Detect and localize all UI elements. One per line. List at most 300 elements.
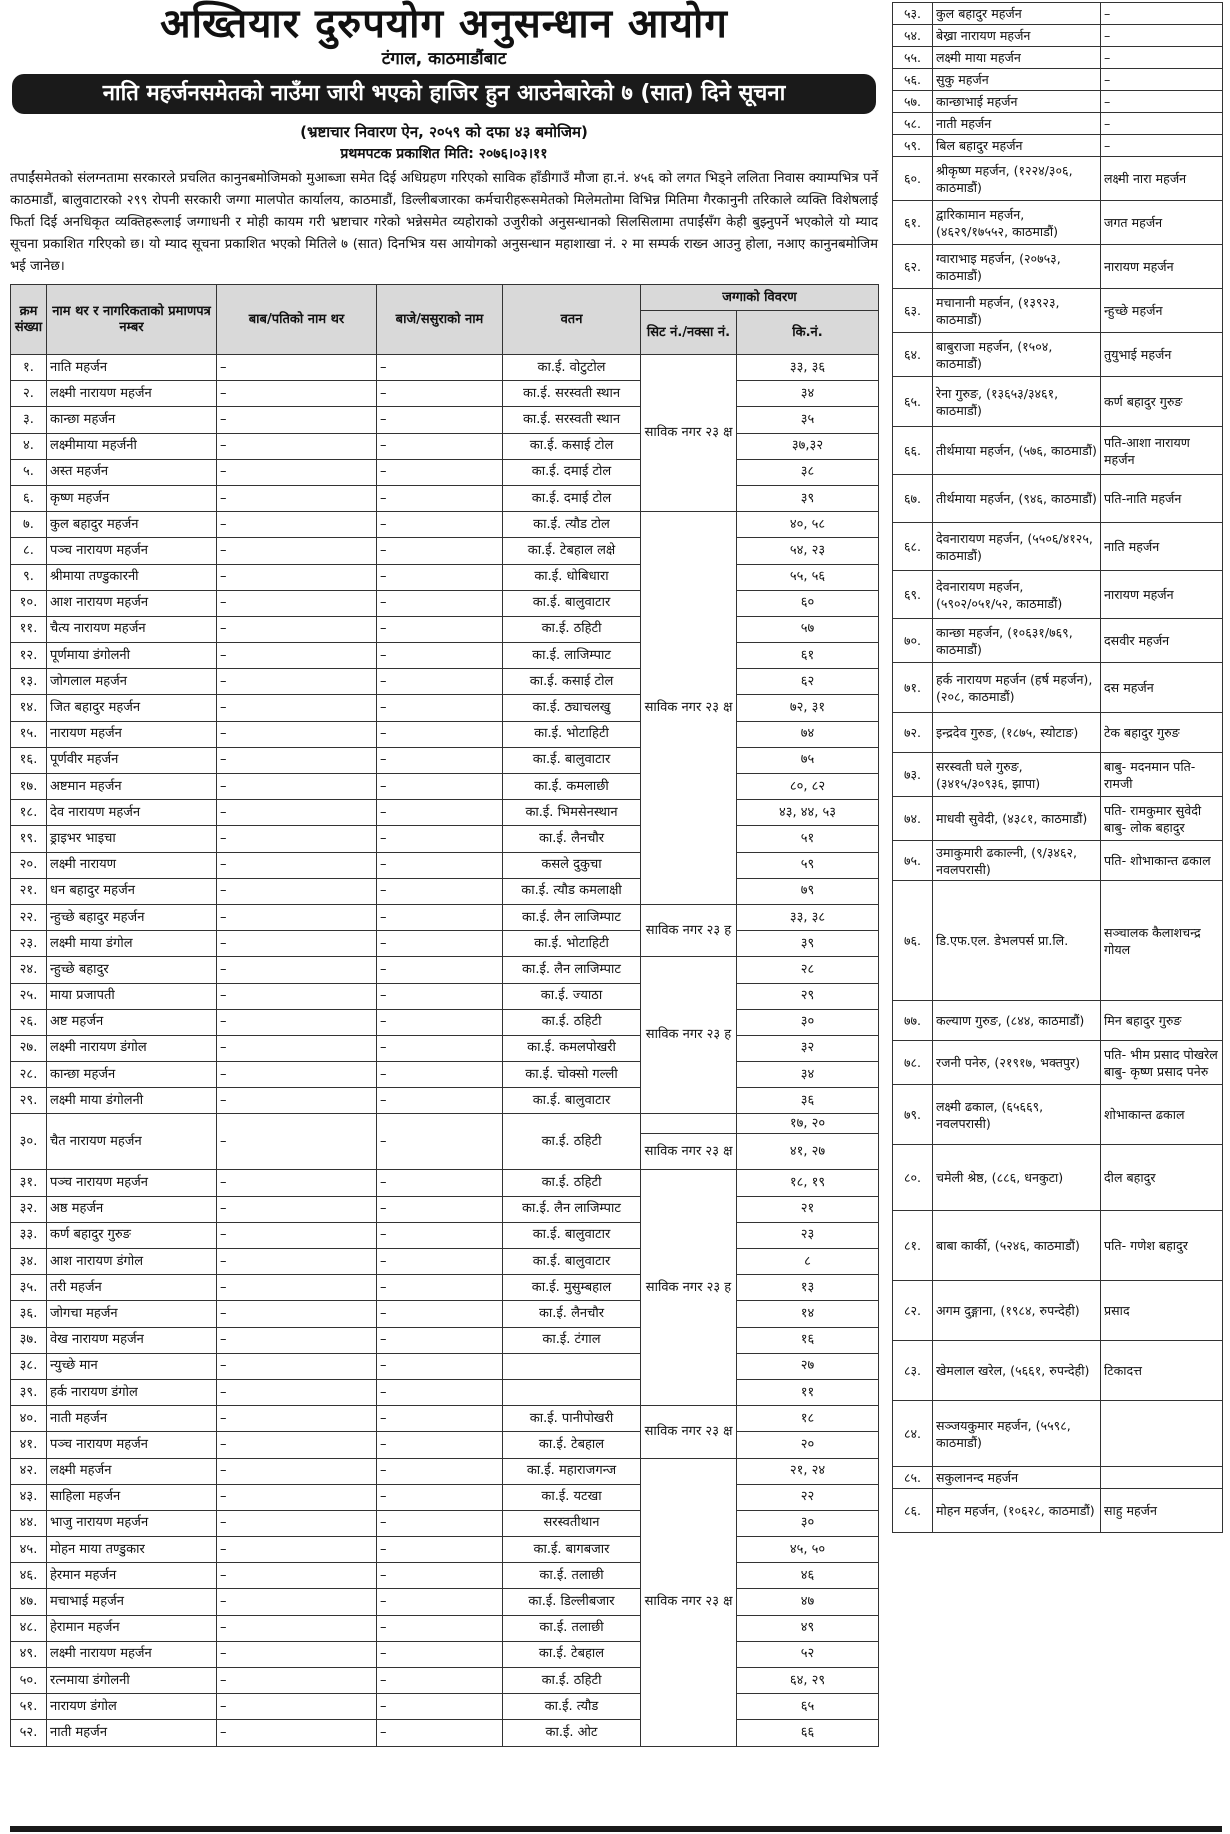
row-address: का.ई. दमाई टोल [503,459,641,485]
row-sn: ३२. [11,1196,47,1222]
row-father: – [217,747,377,773]
side-row-sn: ८१. [893,1211,933,1281]
row-grandfather: – [377,1694,503,1720]
row-name: भाजु नारायण महर्जन [47,1510,217,1536]
row-father: – [217,1170,377,1196]
row-address: का.ई. सरस्वती स्थान [503,407,641,433]
row-sn: ४०. [11,1406,47,1432]
row-kitta: २० [737,1432,879,1458]
row-name: माया प्रजापती [47,983,217,1009]
row-name: कान्छा महर्जन [47,1062,217,1088]
row-father: – [217,643,377,669]
row-father: – [217,1537,377,1563]
row-name: नाती महर्जन [47,1720,217,1746]
row-sn: २८. [11,1062,47,1088]
table-row [11,1432,879,1458]
side-row-father: पति-आशा नारायण महर्जन [1101,427,1223,475]
row-grandfather: – [377,1615,503,1641]
row-sn: ५०. [11,1668,47,1694]
row-address: का.ई. लैनचौर [503,1301,641,1327]
side-row-sn: ५३. [893,3,933,25]
row-name: देव नारायण महर्जन [47,800,217,826]
row-kitta: ५५, ५६ [737,564,879,590]
table-row [11,774,879,800]
right-column [892,2,1222,1533]
row-grandfather: – [377,1484,503,1510]
side-row-name: बिल बहादुर महर्जन [933,135,1101,157]
row-name: जोगलाल महर्जन [47,669,217,695]
row-grandfather: – [377,1432,503,1458]
header-name: नाम थर र नागरिकताको प्रमाणपत्र नम्बर [47,285,217,355]
row-grandfather: – [377,1301,503,1327]
row-kitta: १६ [737,1327,879,1353]
row-father: – [217,1668,377,1694]
row-address: का.ई. भिमसेनस्थान [503,800,641,826]
side-row-sn: ६३. [893,289,933,333]
table-row [11,643,879,669]
table-row [11,721,879,747]
side-row-father: टिकादत्त [1101,1341,1223,1401]
table-row [11,538,879,564]
row-address: का.ई. तलाछी [503,1615,641,1641]
bottom-rule [10,1826,1222,1832]
row-father: – [217,512,377,538]
row-address: का.ई. लाजिम्पाट [503,643,641,669]
row-name: कृष्ण महर्जन [47,485,217,511]
row-sheet: साविक नगर २३ क्ष [641,355,737,512]
row-name: पूर्णमाया डंगोलनी [47,643,217,669]
row-address: का.ई. टेबहाल [503,1432,641,1458]
row-grandfather: – [377,1379,503,1405]
law-reference: (भ्रष्टाचार निवारण ऐन, २०५९ को दफा ४३ बमोजिम) [300,123,588,141]
row-kitta: ५१ [737,826,879,852]
notice-paragraph: तपाईंसमेतको संलग्नतामा सरकारले प्रचलित कानुनबमोजिमको मुआब्जा समेत दिई अधिग्रहण गरिएको साविक हाँडीगाउँ मौजा हा.नं. ४५६ को लगत भिड्ने ललिता निवास क्याम्पभित्र पर्ने काठमाडौं, बालुवाटारको २९९ रोपनी सरकारी जग्गा मालपोत कार्यालय, काठमाडौं, डिल्लीबजारका कर्मचारीहरूसमेतको मिलेमतोमा विभिन्न मितिमा गैरकानुनी तरिकाले व्यक्ति विशेषलाई फिर्ता दिई अनधिकृत व्यक्तिहरूलाई जग्गाधनी र मोही कायम गरी भ्रष्टाचार गरेको भन्नेसमेत व्यहोराको उजुरीको अनुसन्धानको सिलसिलामा तपाईंसँग केही बुझ्नुपर्ने भएकोले यो म्याद सूचना प्रकाशित गरिएको छ। यो म्याद सूचना प्रकाशित भएको मितिले ७ (सात) दिनभित्र यस आयोगको अनुसन्धान महाशाखा नं. २ मा सम्पर्क राख्न आउनु होला, नआए कानुनबमोजिम भई जानेछ। [10,171,878,274]
row-sn: ५. [11,459,47,485]
row-name: न्हुच्छे बहादुर [47,957,217,983]
row-father: – [217,407,377,433]
side-row [893,1085,1223,1145]
row-address: का.ई. धोबिधारा [503,564,641,590]
row-sn: ९. [11,564,47,590]
side-row-sn: ८३. [893,1341,933,1401]
side-row-sn: ५८. [893,113,933,135]
side-row [893,69,1223,91]
side-row-father: कर्ण बहादुर गुरुङ [1101,377,1223,427]
row-name: वेख नारायण महर्जन [47,1327,217,1353]
row-address: का.ई. बागबजार [503,1537,641,1563]
row-kitta: ३७,३२ [737,433,879,459]
row-father: – [217,538,377,564]
row-name: अस्त महर्जन [47,459,217,485]
side-row-father: पति- रामकुमार सुवेदी बाबु- लोक बहादुर [1101,797,1223,841]
row-sheet: साविक नगर २३ ह [641,957,737,1114]
table-row [11,512,879,538]
row-sn: ५२. [11,1720,47,1746]
side-row-name: रजनी पनेरु, (२१९१७, भक्तपुर) [933,1041,1101,1085]
row-sn: ४७. [11,1589,47,1615]
row-address: का.ई. भोटाहिटी [503,931,641,957]
page-title: अख्तियार दुरुपयोग अनुसन्धान आयोग [160,0,728,47]
row-grandfather: – [377,878,503,904]
left-column [10,0,878,1747]
table-row [11,1275,879,1301]
row-grandfather: – [377,1589,503,1615]
row-father: – [217,1196,377,1222]
row-father: – [217,1327,377,1353]
row-kitta: ४७ [737,1589,879,1615]
row-kitta: ६२ [737,669,879,695]
side-row [893,1041,1223,1085]
side-row-father: टेक बहादुर गुरुङ [1101,713,1223,753]
side-row [893,663,1223,713]
side-row-name: रेना गुरुङ, (१३६५३/३४६१, काठमाडौं) [933,377,1101,427]
row-name: नारायण महर्जन [47,721,217,747]
row-sn: ४. [11,433,47,459]
row-address: का.ई. पानीपोखरी [503,1406,641,1432]
row-grandfather: – [377,1170,503,1196]
row-sn: १६. [11,747,47,773]
row-name: हर्क नारायण डंगोल [47,1379,217,1405]
row-sn: १७. [11,774,47,800]
side-row [893,1145,1223,1211]
side-row-father: जगत महर्जन [1101,201,1223,245]
row-address: का.ई. लैन लाजिम्पाट [503,1196,641,1222]
row-sn: १३. [11,669,47,695]
table-row [11,1353,879,1379]
row-kitta: ७९ [737,878,879,904]
side-row-name: ग्वाराभाइ महर्जन, (२०७५३, काठमाडौं) [933,245,1101,289]
side-row-name: चमेली श्रेष्ठ, (८८६, धनकुटा) [933,1145,1101,1211]
row-kitta: ८०, ८२ [737,774,879,800]
row-father: – [217,381,377,407]
main-table-body [11,355,879,1747]
row-sn: ८. [11,538,47,564]
row-kitta: ७४ [737,721,879,747]
row-father: – [217,852,377,878]
side-row-name: बेख्रा नारायण महर्जन [933,25,1101,47]
row-father: – [217,669,377,695]
side-row [893,881,1223,1001]
page-subtitle: टंगाल, काठमाडौंबाट [381,49,507,69]
row-sn: १८. [11,800,47,826]
side-row-father: – [1101,91,1223,113]
row-kitta: ३९ [737,485,879,511]
side-row-sn: ७७. [893,1001,933,1041]
row-kitta: ६६ [737,1720,879,1746]
side-row-father [1101,1467,1223,1489]
row-kitta: ७५ [737,747,879,773]
table-row [11,564,879,590]
side-row-father: लक्ष्मी नारा महर्जन [1101,157,1223,201]
table-row [11,747,879,773]
row-name: रत्नमाया डंगोलनी [47,1668,217,1694]
side-row [893,47,1223,69]
row-grandfather: – [377,774,503,800]
row-name: लक्ष्मीमाया महर्जनी [47,433,217,459]
header-sheet: सिट नं./नक्सा नं. [641,311,737,355]
table-row [11,1035,879,1061]
row-grandfather: – [377,1537,503,1563]
row-father: – [217,1720,377,1746]
row-sheet: साविक नगर २३ क्ष [641,1134,737,1170]
row-address: का.ई. ठ्याचलखु [503,695,641,721]
side-row-sn: ६४. [893,333,933,377]
side-row-name: डि.एफ.एल. डेभलपर्स प्रा.लि. [933,881,1101,1001]
row-name: मोहन माया तण्डुकार [47,1537,217,1563]
row-kitta: २२ [737,1484,879,1510]
side-row [893,201,1223,245]
row-kitta: ५२ [737,1641,879,1667]
row-sn: ३९. [11,1379,47,1405]
row-grandfather: – [377,1222,503,1248]
row-address: कसले दुकुचा [503,852,641,878]
row-address: का.ई. कमलाछी [503,774,641,800]
row-sn: ३३. [11,1222,47,1248]
side-row-name: कल्याण गुरुङ, (८४४, काठमाडौं) [933,1001,1101,1041]
row-father: – [217,459,377,485]
side-row-name: उमाकुमारी ढकाल्नी, (९/३४६२, नवलपरासी) [933,841,1101,881]
row-grandfather: – [377,800,503,826]
row-address: का.ई. लैन लाजिम्पाट [503,957,641,983]
row-address: का.ई. वोटुटोल [503,355,641,381]
side-row-sn: ८२. [893,1281,933,1341]
row-father: – [217,1009,377,1035]
row-kitta: ३६ [737,1088,879,1114]
row-kitta: २९ [737,983,879,1009]
row-kitta: २१ [737,1196,879,1222]
side-row-name: देवनारायण महर्जन, (५५०६/४१२५, काठमाडौं) [933,523,1101,571]
side-row [893,377,1223,427]
row-sn: १४. [11,695,47,721]
row-grandfather: – [377,957,503,983]
side-row-name: नाती महर्जन [933,113,1101,135]
row-sn: ४६. [11,1563,47,1589]
row-sheet: साविक नगर २३ क्ष [641,1406,737,1458]
side-row-father: नारायण महर्जन [1101,571,1223,619]
row-kitta: ६४, २९ [737,1668,879,1694]
side-row-name: तीर्थमाया महर्जन, (५७६, काठमाडौं) [933,427,1101,475]
side-row [893,475,1223,523]
side-row-name: कुल बहादुर महर्जन [933,3,1101,25]
row-father: – [217,878,377,904]
side-row-sn: ७५. [893,841,933,881]
side-row [893,1281,1223,1341]
row-kitta: ४६ [737,1563,879,1589]
row-name: जोगचा महर्जन [47,1301,217,1327]
row-grandfather: – [377,1327,503,1353]
side-row [893,1401,1223,1467]
table-row [11,1537,879,1563]
side-row-sn: ७९. [893,1085,933,1145]
row-address: का.ई. ठहिटी [503,1114,641,1170]
row-sn: ३७. [11,1327,47,1353]
row-name: चैत्य नारायण महर्जन [47,616,217,642]
side-row-father: पति- शोभाकान्त ढकाल [1101,841,1223,881]
row-father: – [217,1563,377,1589]
row-sn: ४५. [11,1537,47,1563]
row-sn: १९. [11,826,47,852]
row-kitta: ३० [737,1510,879,1536]
row-sn: ६. [11,485,47,511]
row-kitta: ३५ [737,407,879,433]
side-row-father: – [1101,135,1223,157]
side-row-father: सञ्चालक कैलाशचन्द्र गोयल [1101,881,1223,1001]
row-address: का.ई. सरस्वती स्थान [503,381,641,407]
row-sn: २. [11,381,47,407]
row-name: चैत नारायण महर्जन [47,1114,217,1170]
row-grandfather: – [377,669,503,695]
row-father: – [217,826,377,852]
side-row-name: कान्छाभाई महर्जन [933,91,1101,113]
table-row [11,1062,879,1088]
side-row [893,135,1223,157]
row-grandfather: – [377,1458,503,1484]
row-name: लक्ष्मी नारायण [47,852,217,878]
row-father: – [217,1458,377,1484]
row-grandfather: – [377,512,503,538]
row-address: का.ई. ओट [503,1720,641,1746]
row-sn: ३६. [11,1301,47,1327]
row-address: का.ई. त्यौड टोल [503,512,641,538]
table-row [11,1563,879,1589]
row-grandfather: – [377,721,503,747]
row-grandfather: – [377,983,503,1009]
side-row-father: दील बहादुर [1101,1145,1223,1211]
row-father: – [217,721,377,747]
row-grandfather: – [377,355,503,381]
row-kitta: ८ [737,1249,879,1275]
row-father: – [217,1510,377,1536]
side-row-name: मचानानी महर्जन, (१३९२३, काठमाडौं) [933,289,1101,333]
side-row [893,713,1223,753]
table-row [11,355,879,381]
notice-banner: नाति महर्जनसमेतको नाउँमा जारी भएको हाजिर हुन आउनेबारेको ७ (सात) दिने सूचना [12,74,876,114]
row-father: – [217,800,377,826]
row-address: का.ई. मुसुम्बहाल [503,1275,641,1301]
side-row [893,3,1223,25]
row-father: – [217,904,377,930]
side-row [893,25,1223,47]
side-row [893,753,1223,797]
row-father: – [217,931,377,957]
side-row [893,157,1223,201]
table-row [11,616,879,642]
table-row [11,459,879,485]
side-row [893,333,1223,377]
side-row-sn: ६०. [893,157,933,201]
header-father: बाब/पतिको नाम थर [217,285,377,355]
row-father: – [217,485,377,511]
row-address: का.ई. ठहिटी [503,616,641,642]
side-row-name: बाबा कार्की, (५२४६, काठमाडौं) [933,1211,1101,1281]
row-name: लक्ष्मी माया डंगोल [47,931,217,957]
row-father: – [217,433,377,459]
row-kitta: ३४ [737,381,879,407]
side-row-father: बाबु- मदनमान पति-रामजी [1101,753,1223,797]
row-kitta: १४ [737,1301,879,1327]
table-row [11,1170,879,1196]
row-address: का.ई. कमलपोखरी [503,1035,641,1061]
side-row [893,523,1223,571]
row-sn: ३५. [11,1275,47,1301]
row-sn: ३४. [11,1249,47,1275]
row-grandfather: – [377,1009,503,1035]
row-grandfather: – [377,904,503,930]
side-row-father: न्हुच्छे महर्जन [1101,289,1223,333]
side-row-name: माधवी सुवेदी, (४३८१, काठमाडौं) [933,797,1101,841]
row-address: का.ई. लैन लाजिम्पाट [503,904,641,930]
table-row [11,1379,879,1405]
side-row-name: मोहन महर्जन, (१०६२८, काठमाडौं) [933,1489,1101,1533]
table-row [11,878,879,904]
table-row [11,1720,879,1746]
side-row-sn: ५५. [893,47,933,69]
row-address: का.ई. टेबहाल लक्षे [503,538,641,564]
side-row-sn: ७२. [893,713,933,753]
row-father: – [217,1088,377,1114]
row-name: धन बहादुर महर्जन [47,878,217,904]
row-name: लक्ष्मी नारायण महर्जन [47,1641,217,1667]
row-grandfather: – [377,485,503,511]
row-address: का.ई. त्यौड [503,1694,641,1720]
row-kitta: ५४, २३ [737,538,879,564]
row-kitta: ६५ [737,1694,879,1720]
side-row-sn: ७८. [893,1041,933,1085]
side-row-father: – [1101,3,1223,25]
row-sn: ४४. [11,1510,47,1536]
side-row-sn: ८०. [893,1145,933,1211]
table-row [11,800,879,826]
row-grandfather: – [377,1249,503,1275]
side-row-name: सकुलानन्द महर्जन [933,1467,1101,1489]
row-sn: २७. [11,1035,47,1061]
row-father: – [217,616,377,642]
table-row [11,1088,879,1114]
table-row [11,957,879,983]
row-sheet: साविक नगर २३ क्ष [641,1458,737,1746]
row-address: का.ई. चोक्सो गल्ली [503,1062,641,1088]
side-row-name: सुकु महर्जन [933,69,1101,91]
side-row-name: कान्छा महर्जन, (१०६३१/७६९, काठमाडौं) [933,619,1101,663]
row-kitta: २७ [737,1353,879,1379]
side-row-sn: ५४. [893,25,933,47]
side-row-father: दसवीर महर्जन [1101,619,1223,663]
row-grandfather: – [377,407,503,433]
row-kitta: ३४ [737,1062,879,1088]
row-sheet: साविक नगर २३ ह [641,1170,737,1406]
side-row [893,1211,1223,1281]
side-row [893,571,1223,619]
row-grandfather: – [377,433,503,459]
row-sn: ३. [11,407,47,433]
row-kitta: ६० [737,590,879,616]
row-name: नारायण डंगोल [47,1694,217,1720]
table-row [11,1484,879,1510]
table-row [11,826,879,852]
row-father: – [217,1694,377,1720]
row-address: का.ई. कसाई टोल [503,433,641,459]
row-father: – [217,1432,377,1458]
row-sn: २६. [11,1009,47,1035]
row-father: – [217,1222,377,1248]
row-father: – [217,1641,377,1667]
table-row [11,904,879,930]
table-row [11,1694,879,1720]
side-row-name: श्रीकृष्ण महर्जन, (१२२४/३०६, काठमाडौं) [933,157,1101,201]
side-row-name: लक्ष्मी ढकाल, (६५६६९, नवलपरासी) [933,1085,1101,1145]
table-row [11,669,879,695]
row-grandfather: – [377,1510,503,1536]
